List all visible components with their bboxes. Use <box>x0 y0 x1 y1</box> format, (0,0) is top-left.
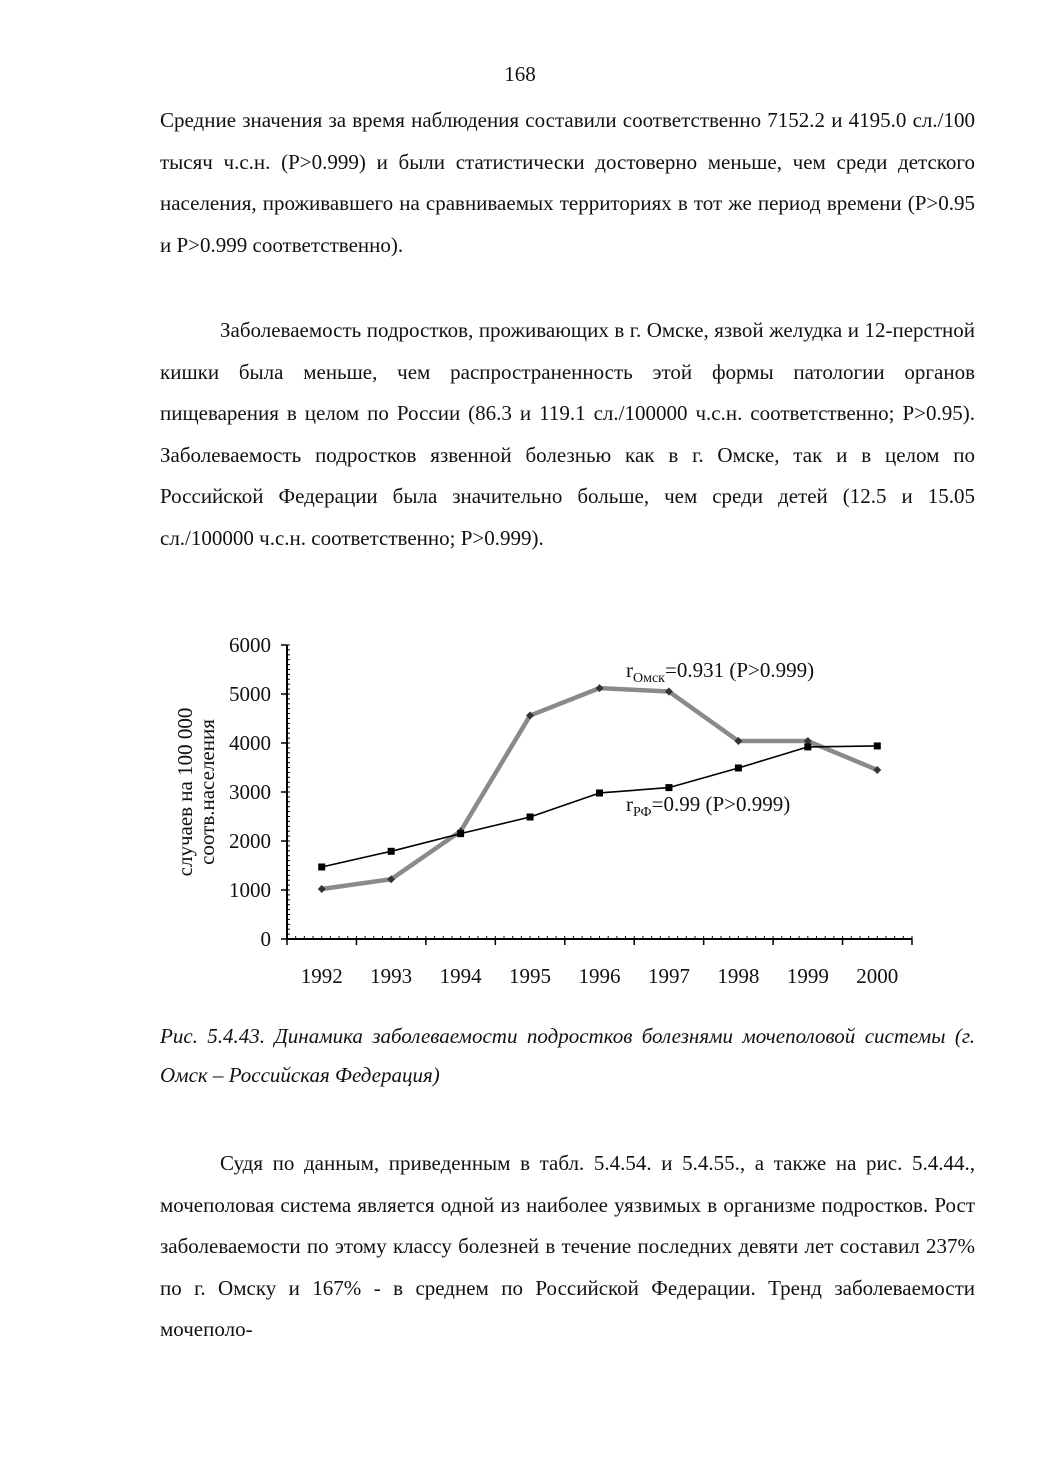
y-tick-label: 1000 <box>229 878 271 902</box>
paragraph-1: Средние значения за время наблюдения составили соответственно 7152.2 и 4195.0 сл./100 тысяч ч.с.н. (P>0.999) и были статистически достоверно меньше, чем среди детского населения, проживавшего на сравниваемых территориях в тот же период времени (P>0.95 и P>0.999 соответственно). <box>160 108 975 257</box>
series-line-rf <box>322 746 878 867</box>
x-tick-label: 2000 <box>856 964 899 988</box>
y-axis-title-line-1: случаев на 100 000 <box>173 707 197 877</box>
x-tick-label: 1997 <box>647 964 690 988</box>
point-rf <box>804 743 811 750</box>
y-tick-label: 4000 <box>229 731 271 755</box>
y-axis-title-line-2: соотв.населения <box>195 719 219 865</box>
point-rf <box>874 742 881 749</box>
point-rf <box>735 764 742 771</box>
point-omsk <box>318 885 326 893</box>
point-rf <box>665 784 672 791</box>
paragraph-3: Судя по данным, приведенным в табл. 5.4.54. и 5.4.55., а также на рис. 5.4.44., мочеполовая система является одной из наиболее уязвимых в организме подростков. Рост заболеваемости по этому классу болезней в течение последних девяти лет составил 237% по г. Омску и 167% - в среднем по Российской Федерации. Тренд заболеваемости мочеполо- <box>160 1151 975 1341</box>
x-tick-label: 1994 <box>439 964 482 988</box>
figure-caption: Рис. 5.4.43. Динамика заболеваемости подростков болезнями мочеполовой системы (г. Омск – Российская Федерация) <box>160 1024 975 1087</box>
x-tick-label: 1998 <box>717 964 760 988</box>
point-rf <box>596 789 603 796</box>
correlation-label-omsk: $r_{Омск}=0.931$ (P>0.999) <box>626 658 815 686</box>
paragraph-2: Заболеваемость подростков, проживающих в г. Омске, язвой желудка и 12-перстной кишки была меньше, чем распространенность этой формы патологии органов пищеварения в целом по России (86.3 и 119.1 сл./100000 ч.с.н. соответственно; P>0.95). Заболеваемость подростков язвенной болезнью как в г. Омске, так и в целом по Российской Федерации была значительно больше, чем среди детей (12.5 и 15.05 сл./100000 ч.с.н. соответственно; P>0.999). <box>160 318 975 550</box>
y-tick-label: 0 <box>260 927 271 951</box>
x-tick-label: 1999 <box>786 964 829 988</box>
point-rf <box>457 830 464 837</box>
page-number: 168 <box>504 62 536 86</box>
y-tick-label: 5000 <box>229 682 271 706</box>
x-tick-label: 1996 <box>578 964 621 988</box>
correlation-label-rf: $r_{РФ}=0.99$ (P>0.999) <box>626 792 791 820</box>
line-chart <box>160 630 940 1000</box>
x-tick-label: 1993 <box>370 964 413 988</box>
point-rf <box>318 863 325 870</box>
x-tick-label: 1992 <box>300 964 343 988</box>
point-rf <box>388 848 395 855</box>
y-tick-label: 6000 <box>229 633 271 657</box>
series-line-omsk <box>322 688 878 889</box>
point-rf <box>527 813 534 820</box>
y-tick-label: 3000 <box>229 780 271 804</box>
y-tick-label: 2000 <box>229 829 271 853</box>
x-tick-label: 1995 <box>509 964 552 988</box>
